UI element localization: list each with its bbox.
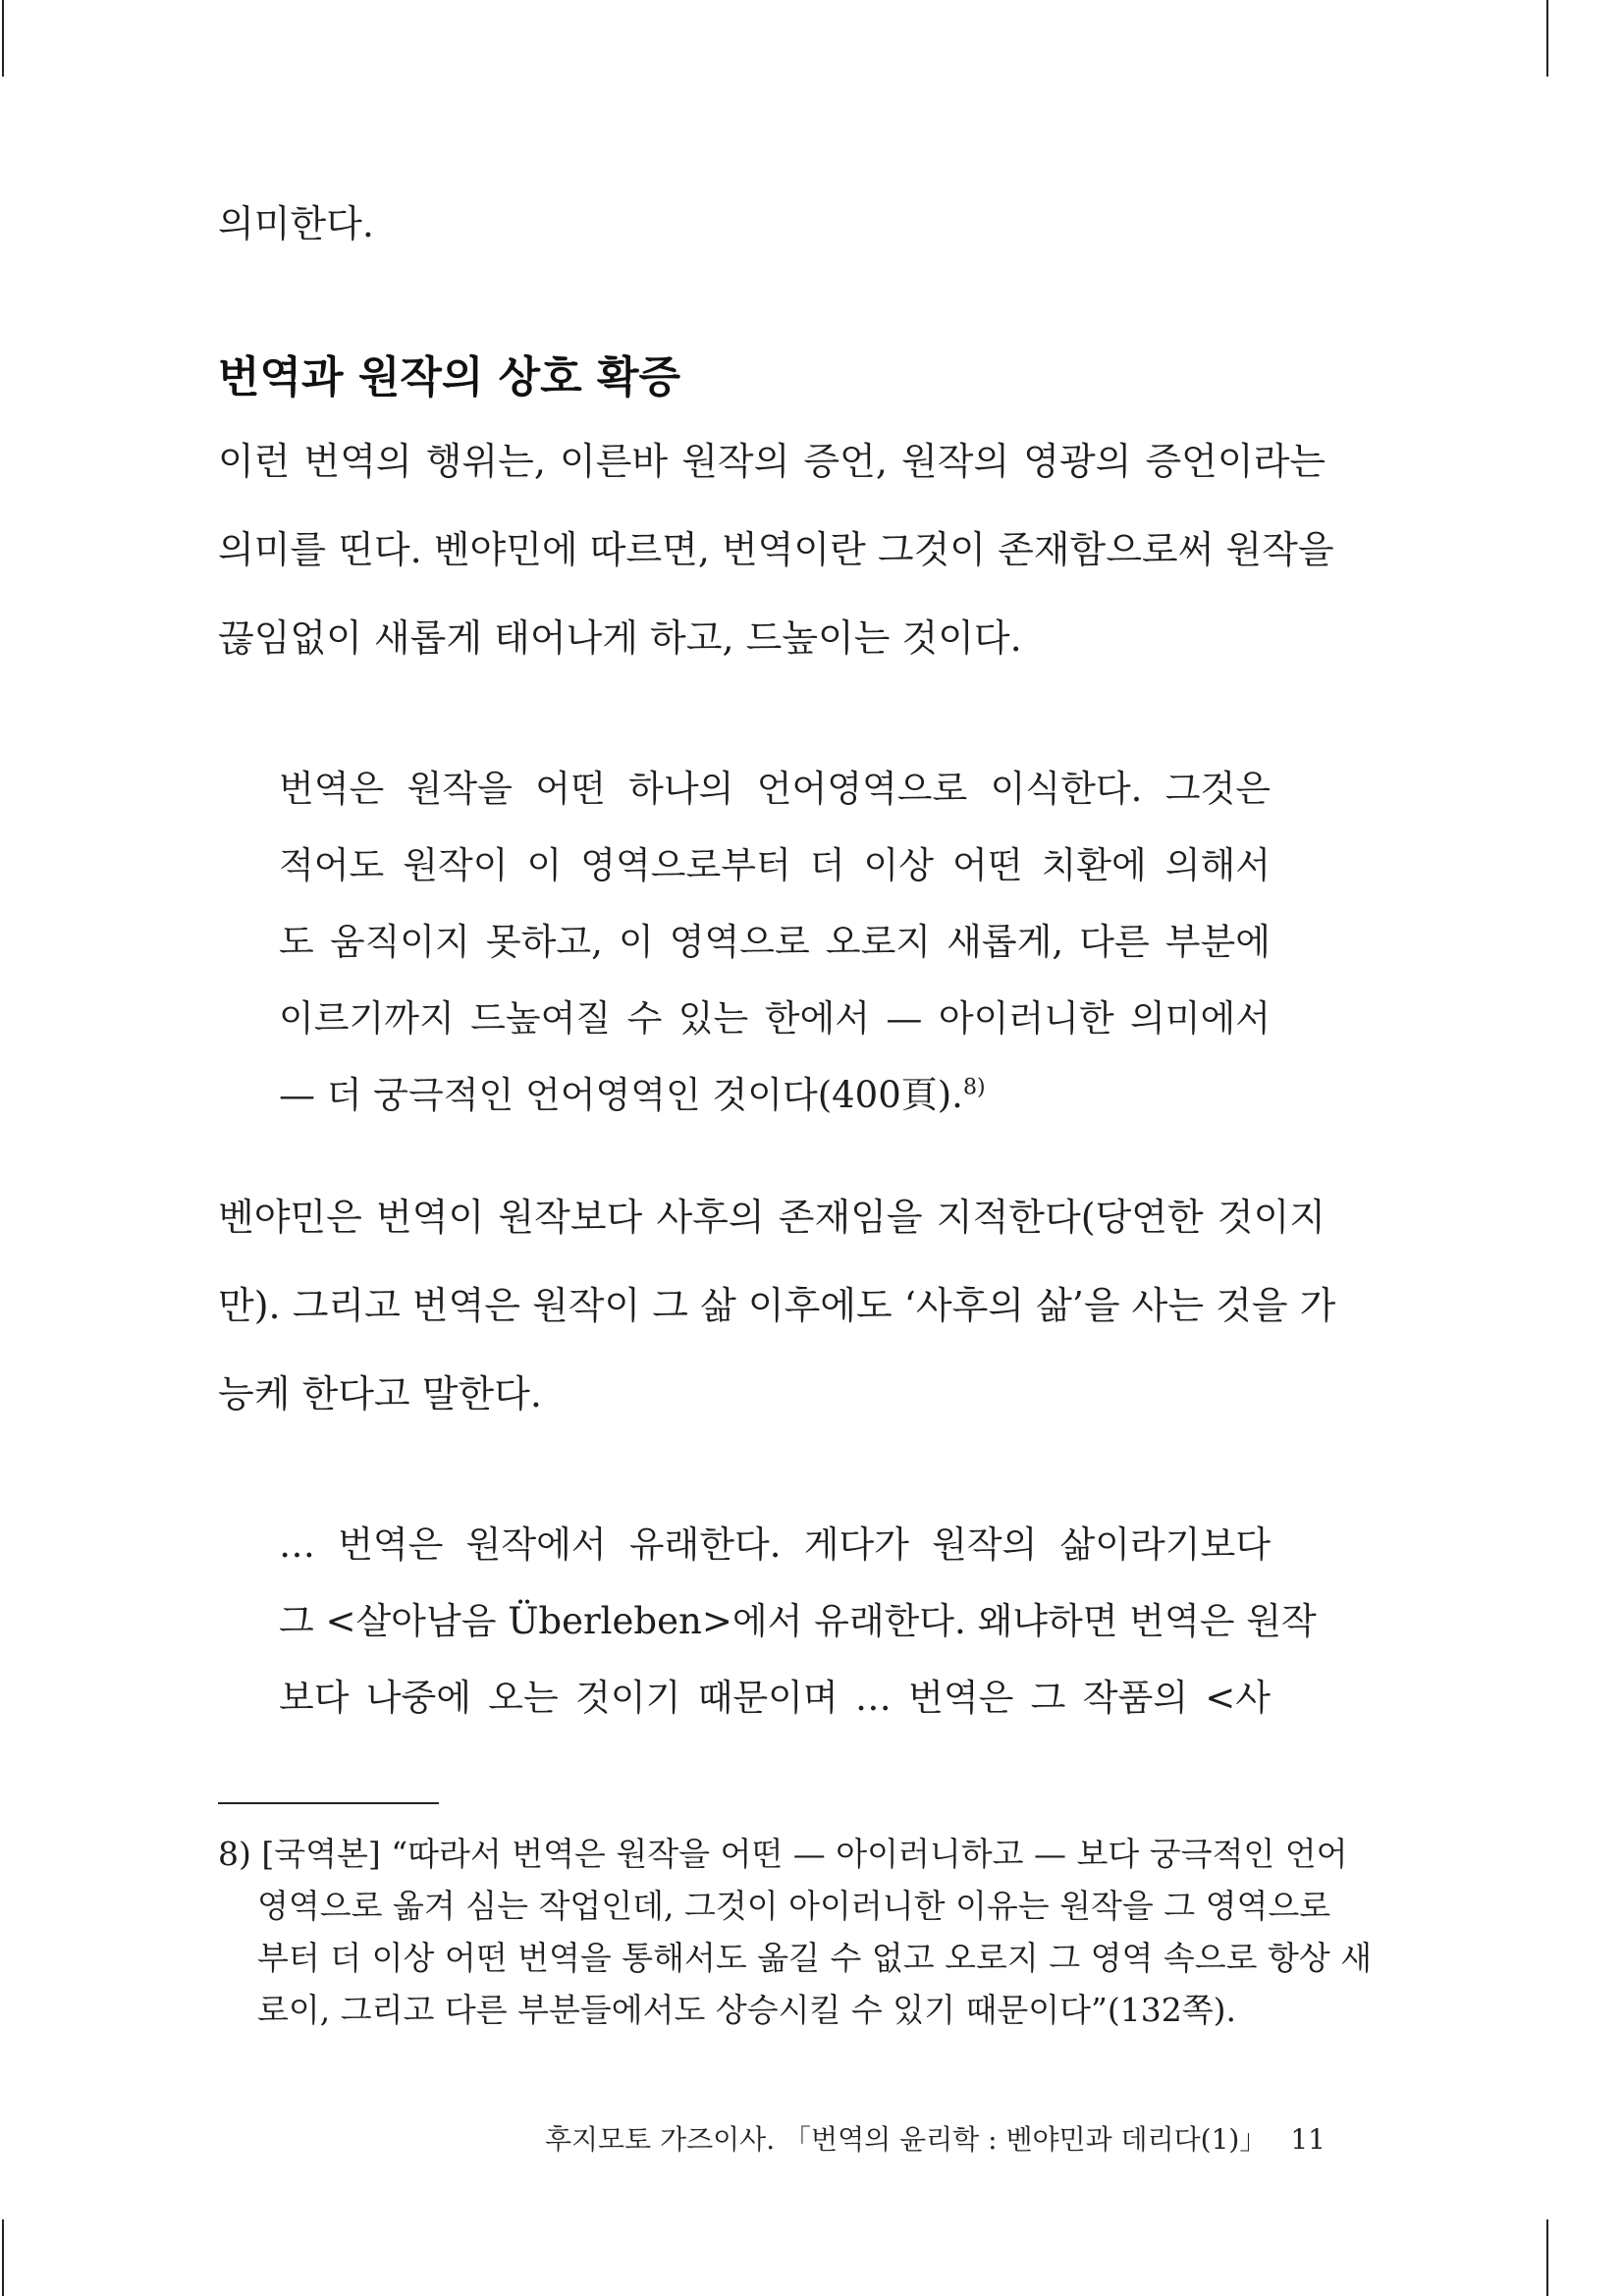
intro-line: 의미한다. xyxy=(218,202,374,245)
paragraph-2-line: 능케 한다고 말한다. xyxy=(218,1372,542,1415)
running-footer-text: 후지모토 가즈이사. 「번역의 윤리학 : 벤야민과 데리다(1)」 xyxy=(544,2123,1268,2156)
block-quote-2-line: 그 <살아남음 Überleben>에서 유래한다. 왜냐하면 번역은 원작 xyxy=(279,1600,1317,1642)
crop-mark-bottom-left xyxy=(2,2219,4,2296)
block-quote-1-line: 이르기까지 드높여질 수 있는 한에서 — 아이러니한 의미에서 xyxy=(279,997,1271,1040)
footnote-line: 부터 더 이상 어떤 번역을 통해서도 옮길 수 없고 오로지 그 영역 속으로 항상 새 xyxy=(257,1939,1373,1977)
footnote-line: 8) [국역본] “따라서 번역은 원작을 어떤 — 아이러니하고 — 보다 궁극적인 언어 xyxy=(218,1835,1348,1873)
crop-mark-bottom-right xyxy=(1546,2219,1548,2296)
block-quote-2-line: 보다 나중에 오는 것이기 때문이며 … 번역은 그 작품의 <사 xyxy=(279,1677,1271,1719)
paragraph-2-line: 벤야민은 번역이 원작보다 사후의 존재임을 지적한다(당연한 것이지 xyxy=(218,1196,1326,1239)
crop-mark-top-left xyxy=(2,0,4,77)
footnote-line: 영역으로 옮겨 심는 작업인데, 그것이 아이러니한 이유는 원작을 그 영역으로 xyxy=(257,1887,1331,1925)
block-quote-2-line: … 번역은 원작에서 유래한다. 게다가 원작의 삶이라기보다 xyxy=(279,1523,1271,1566)
footnote-separator xyxy=(218,1802,439,1804)
block-quote-1-text: — 더 궁극적인 언어영역인 것이다(400頁). xyxy=(279,1074,963,1116)
paragraph-1-line: 이런 번역의 행위는, 이른바 원작의 증언, 원작의 영광의 증언이라는 xyxy=(218,440,1326,483)
running-footer xyxy=(545,2120,1326,2160)
paragraph-1-line: 끊임없이 새롭게 태어나게 하고, 드높이는 것이다. xyxy=(218,616,1022,660)
block-quote-1-line: 번역은 원작을 어떤 하나의 언어영역으로 이식한다. 그것은 xyxy=(279,768,1271,810)
footnote-line: 로이, 그리고 다른 부분들에서도 상승시킬 수 있기 때문이다”(132쪽). xyxy=(257,1991,1236,2029)
crop-mark-top-right xyxy=(1546,0,1548,77)
page-number: 11 xyxy=(1290,2123,1326,2156)
block-quote-1-line-last xyxy=(279,1057,1271,1134)
paragraph-1-line: 의미를 띤다. 벤야민에 따르면, 번역이란 그것이 존재함으로써 원작을 xyxy=(218,528,1334,571)
paragraph-2-line: 만). 그리고 번역은 원작이 그 삶 이후에도 ‘사후의 삶’을 사는 것을 가 xyxy=(218,1284,1336,1327)
block-quote-1-line: 도 움직이지 못하고, 이 영역으로 오로지 새롭게, 다른 부분에 xyxy=(279,921,1271,963)
section-heading: 번역과 원작의 상호 확증 xyxy=(218,352,680,402)
block-quote-1-line: 적어도 원작이 이 영역으로부터 더 이상 어떤 치환에 의해서 xyxy=(279,844,1271,886)
footnote-reference[interactable]: 8) xyxy=(962,1075,986,1100)
